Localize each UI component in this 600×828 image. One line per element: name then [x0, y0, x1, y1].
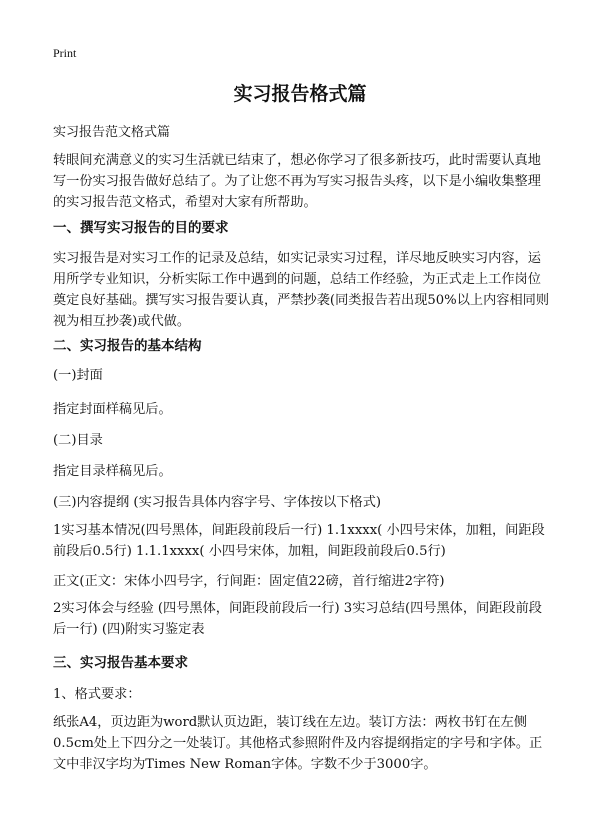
document-subtitle: 实习报告范文格式篇: [53, 125, 171, 140]
outline-item: (三)内容提纲 (实习报告具体内容字号、字体按以下格式): [53, 495, 382, 510]
page-title: 实习报告格式篇: [233, 83, 367, 105]
cover-item: (一)封面: [53, 368, 103, 383]
toc-description: 指定目录样稿见后。: [53, 464, 172, 479]
print-label: Print: [53, 46, 77, 60]
intro-paragraph: 转眼间充满意义的实习生活就已结束了，想必你学习了很多新技巧，此时需要认真地写一份实习报告做好总结了。为了让您不再为写实习报告头疼，以下是小编收集整理的实习报告范文格式，希望对大家有所帮助。: [53, 153, 541, 210]
purpose-paragraph: 实习报告是对实习工作的记录及总结，如实记录实习过程，详尽地反映实习内容，运用所学专业知识，分析实际工作中遇到的问题，总结工作经验，为正式走上工作岗位奠定良好基础。撰写实习报告要认真，严禁抄袭(同类报告若出现50%以上内容相同则视为相互抄袭)或代做。: [53, 251, 550, 329]
structure-paragraph-1: 1实习基本情况(四号黑体，间距段前段后一行) 1.1xxxx( 小四号宋体，加粗，间距段前段后0.5行) 1.1.1xxxx( 小四号宋体，加粗，间距段前段后0.5行): [53, 523, 545, 559]
body-format-line: 正文(正文：宋体小四号字，行间距：固定值22磅，首行缩进2字符): [53, 574, 445, 589]
structure-paragraph-2: 2实习体会与经验 (四号黑体，间距段前段后一行) 3实习总结(四号黑体，间距段前段后一行) (四)附实习鉴定表: [53, 601, 542, 637]
section-heading-purpose: 一、撰写实习报告的目的要求: [53, 220, 229, 236]
toc-item: (二)目录: [53, 433, 103, 448]
section-heading-requirements: 三、实习报告基本要求: [53, 655, 188, 671]
section-heading-structure: 二、实习报告的基本结构: [53, 338, 202, 354]
format-requirement-label: 1、格式要求：: [53, 687, 141, 702]
paper-requirement-paragraph: 纸张A4，页边距为word默认页边距，装订线在左边。装订方法：两枚书钉在左侧0.5cm处上下四分之一处装订。其他格式参照附件及内容提纲指定的字号和字体。正文中非汉字均为Times New Roman字体。字数不少于3000字。: [53, 715, 543, 772]
cover-description: 指定封面样稿见后。: [53, 402, 172, 417]
